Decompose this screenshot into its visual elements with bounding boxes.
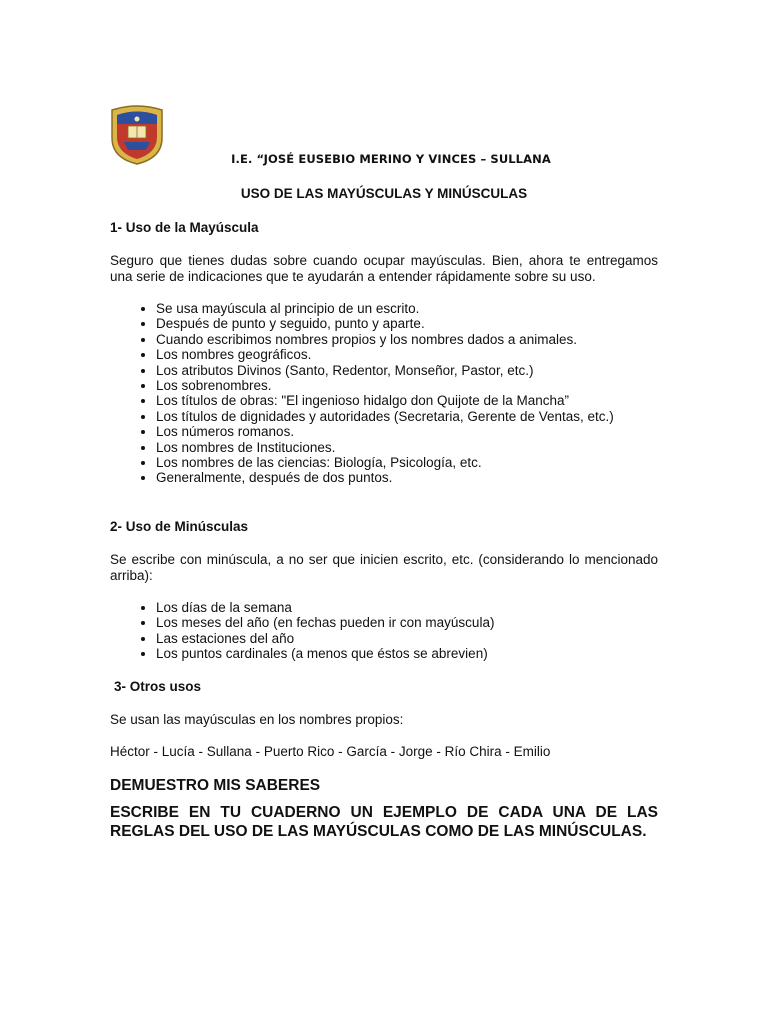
list-item: • Los nombres geográficos.: [156, 347, 658, 362]
list-item: • Los números romanos.: [156, 424, 658, 439]
activity-instruction: ESCRIBE EN TU CUADERNO UN EJEMPLO DE CADA UNA DE LAS REGLAS DEL USO DE LAS MAYÚSCULAS COMO DE LAS MINÚSCULAS.: [110, 803, 658, 840]
section3-intro: Se usan las mayúsculas en los nombres propios:: [110, 711, 404, 727]
list-item: • Los días de la semana: [156, 600, 658, 615]
list-item: • Los títulos de obras: "El ingenioso hidalgo don Quijote de la Mancha”: [156, 393, 658, 408]
activity-heading: DEMUESTRO MIS SABERES: [110, 776, 321, 794]
list-item: • Los puntos cardinales (a menos que éstos se abrevien): [156, 646, 658, 661]
list-item: • Las estaciones del año: [156, 631, 658, 646]
list-item: • Los meses del año (en fechas pueden ir con mayúscula): [156, 615, 658, 630]
list-item: • Cuando escribimos nombres propios y los nombres dados a animales.: [156, 332, 658, 347]
list-item: • Los atributos Divinos (Santo, Redentor, Monseñor, Pastor, etc.): [156, 363, 658, 378]
list-item: • Los nombres de las ciencias: Biología, Psicología, etc.: [156, 455, 658, 470]
school-name: I.E. “JOSÉ EUSEBIO MERINO Y VINCES – SULLANA: [231, 152, 551, 166]
list-item: • Los sobrenombres.: [156, 378, 658, 393]
list-item: • Los nombres de Instituciones.: [156, 440, 658, 455]
proper-names-examples: Héctor - Lucía - Sullana - Puerto Rico - García - Jorge - Río Chira - Emilio: [110, 743, 551, 759]
section3-heading: 3- Otros usos: [114, 678, 202, 694]
section2-list: [110, 600, 658, 662]
list-item: • Después de punto y seguido, punto y aparte.: [156, 316, 658, 331]
document-title: USO DE LAS MAYÚSCULAS Y MINÚSCULAS: [240, 186, 528, 201]
list-item: • Los títulos de dignidades y autoridades (Secretaria, Gerente de Ventas, etc.): [156, 409, 658, 424]
list-item: • Se usa mayúscula al principio de un escrito.: [156, 301, 658, 316]
document-content: [110, 185, 658, 841]
section1-heading: 1- Uso de la Mayúscula: [110, 220, 259, 235]
section2-heading: 2- Uso de Minúsculas: [110, 518, 249, 534]
section2-intro: Se escribe con minúscula, a no ser que inicien escrito, etc. (considerando lo mencionado arriba):: [110, 551, 658, 583]
section1-intro: Seguro que tienes dudas sobre cuando ocupar mayúsculas. Bien, ahora te entregamos una serie de indicaciones que te ayudarán a entender rápidamente sobre su uso.: [110, 253, 658, 284]
section1-list: [110, 301, 658, 486]
list-item: • Generalmente, después de dos puntos.: [156, 470, 658, 485]
